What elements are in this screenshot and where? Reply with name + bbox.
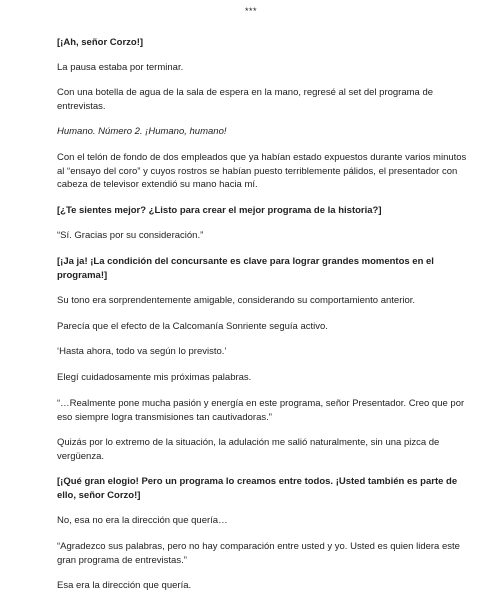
narration-paragraph: Con una botella de agua de la sala de espera en la mano, regresé al set del programa de entrevistas. xyxy=(57,87,434,112)
narration-paragraph: Parecía que el efecto de la Calcomanía Sonriente seguía activo. xyxy=(57,321,328,332)
dialogue-protagonist: “…Realmente pone mucha pasión y energía en este programa, señor Presentador. Creo que por eso siempre logra transmisiones tan cautivadoras.” xyxy=(57,398,465,423)
narration-paragraph: La pausa estaba por terminar. xyxy=(57,62,184,73)
dialogue-protagonist: “Agradezco sus palabras, pero no hay comparación entre usted y yo. Usted es quien lidera este gran programa de entrevistas.” xyxy=(57,541,460,566)
narration-paragraph: No, esa no era la dirección que quería… xyxy=(57,515,228,526)
inner-thought-paragraph: ‘Hasta ahora, todo va según lo previsto.’ xyxy=(57,346,227,357)
dialogue-host-greeting: [¡Ah, señor Corzo!] xyxy=(57,37,144,48)
dialogue-host-praise: [¡Qué gran elogio! Pero un programa lo creamos entre todos. ¡Usted también es parte de ello, señor Corzo!] xyxy=(57,476,458,501)
scene-separator: *** xyxy=(244,6,257,16)
narration-paragraph: Esa era la dirección que quería. xyxy=(57,580,192,591)
dialogue-host-laugh: [¡Ja ja! ¡La condición del concursante es clave para lograr grandes momentos en el programa!] xyxy=(57,256,434,281)
narration-paragraph: Con el telón de fondo de dos empleados que ya habían estado expuestos durante varios minutos al “ensayo del coro” y cuyos rostros se habían puesto terriblemente pálidos, el presentador con cabeza de televisor extendió su mano hacia mí. xyxy=(57,152,467,190)
dialogue-host-question: [¿Te sientes mejor? ¿Listo para crear el mejor programa de la historia?] xyxy=(57,205,382,216)
narration-paragraph: Su tono era sorprendentemente amigable, considerando su comportamiento anterior. xyxy=(57,295,416,306)
dialogue-protagonist: “Sí. Gracias por su consideración.” xyxy=(57,230,204,241)
narration-paragraph: Elegí cuidadosamente mis próximas palabras. xyxy=(57,372,252,383)
italic-chant-paragraph: Humano. Número 2. ¡Humano, humano! xyxy=(57,126,227,137)
narration-paragraph: Quizás por lo extremo de la situación, la adulación me salió naturalmente, sin una pizca de vergüenza. xyxy=(57,437,440,462)
